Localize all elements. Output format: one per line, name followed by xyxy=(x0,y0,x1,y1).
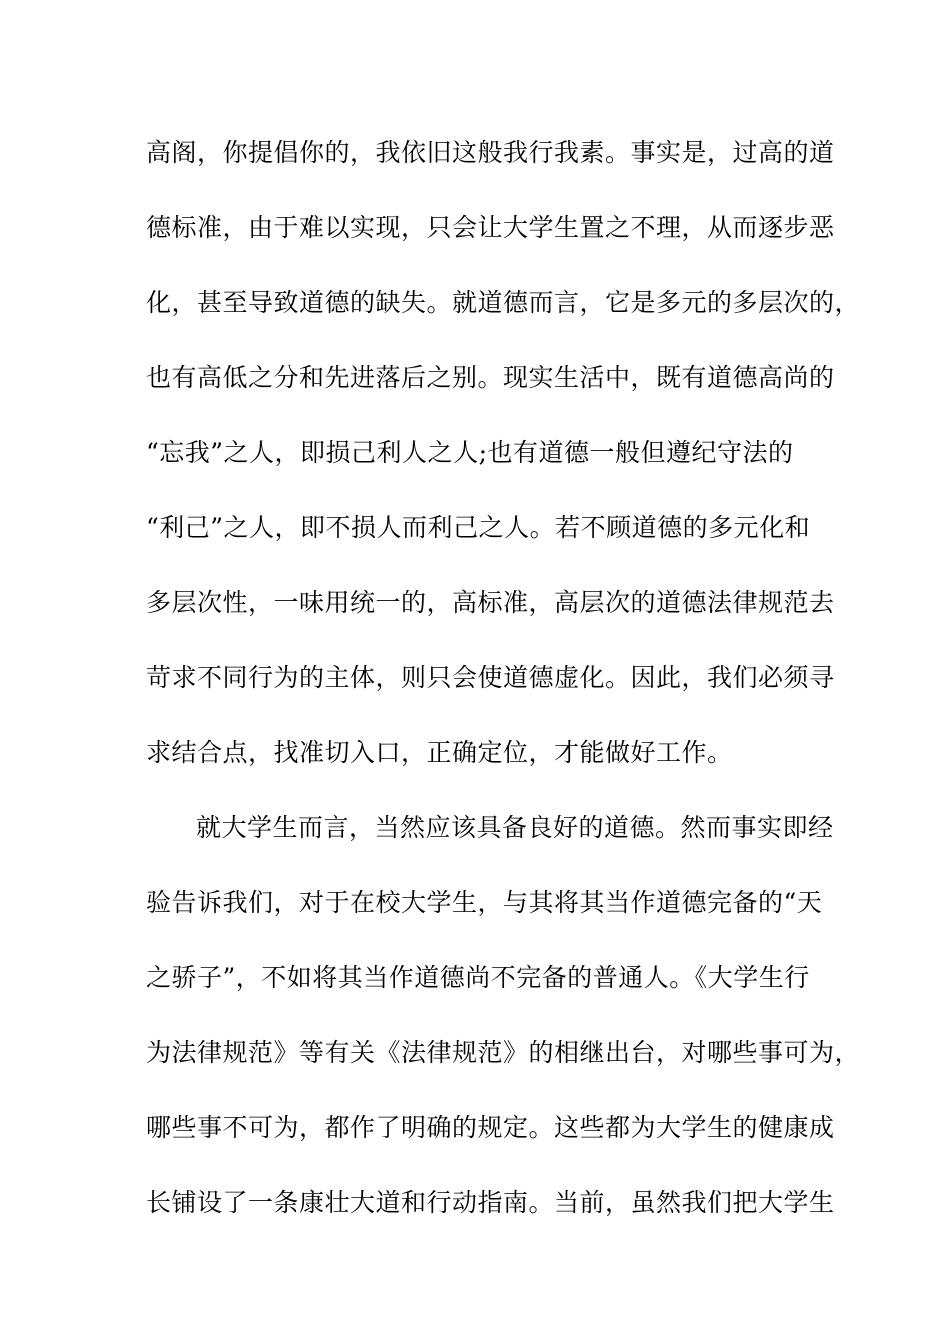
text-line-3: 化，甚至导致道德的缺失。就道德而言，它是多元的多层次的， xyxy=(146,288,861,317)
text-line-2: 德标准，由于难以实现，只会让大学生置之不理，从而逐步恶 xyxy=(146,213,835,242)
text-line-7: 多层次性，一味用统一的，高标准，高层次的道德法律规范去 xyxy=(146,588,835,617)
text-line-10: 就大学生而言，当然应该具备良好的道德。然而事实即经 xyxy=(196,813,834,842)
text-line-11: 验告诉我们，对于在校大学生，与其将其当作道德完备的“天 xyxy=(146,888,823,917)
body-text xyxy=(146,128,861,1253)
text-line-15: 长铺设了一条康壮大道和行动指南。当前，虽然我们把大学生 xyxy=(146,1188,835,1217)
text-line-9: 求结合点，找准切入口，正确定位，才能做好工作。 xyxy=(146,738,733,767)
text-line-14: 哪些事不可为，都作了明确的规定。这些都为大学生的健康成 xyxy=(146,1113,835,1142)
text-line-5: “忘我”之人，即损己利人之人;也有道德一般但遵纪守法的 xyxy=(146,438,794,467)
text-line-12: 之骄子”，不如将其当作道德尚不完备的普通人。《大学生行 xyxy=(146,963,810,992)
text-line-1: 高阁，你提倡你的，我依旧这般我行我素。事实是，过高的道 xyxy=(146,138,835,167)
text-line-8: 苛求不同行为的主体，则只会使道德虚化。因此，我们必须寻 xyxy=(146,663,835,692)
text-line-4: 也有高低之分和先进落后之别。现实生活中，既有道德高尚的 xyxy=(146,363,835,392)
text-line-13: 为法律规范》等有关《法律规范》的相继出台，对哪些事可为， xyxy=(146,1038,861,1067)
text-line-6: “利己”之人，即不损人而利己之人。若不顾道德的多元化和 xyxy=(146,513,811,542)
